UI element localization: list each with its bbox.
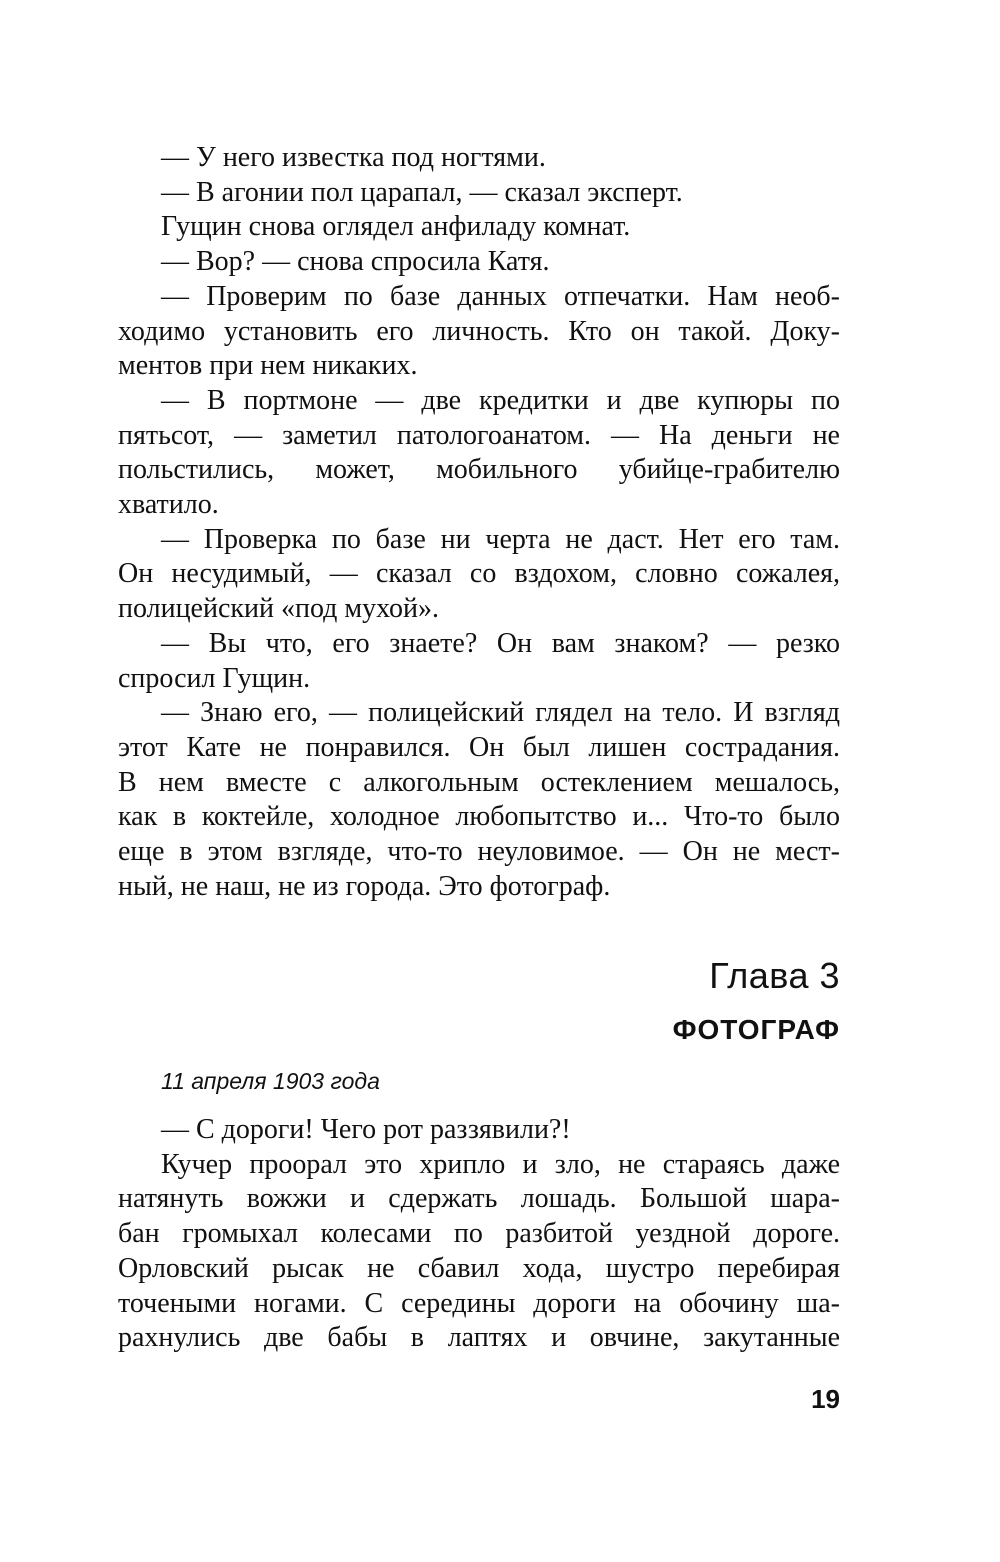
text-line: как в коктейле, холодное любопытство и... Что-то было — [118, 801, 840, 833]
text-line: ный, не наш, не из города. Это фотограф. — [118, 870, 611, 902]
text-line: — Проверка по базе ни черта не даст. Нет его там. — [161, 523, 840, 555]
chapter-title: ФОТОГРАФ — [672, 1014, 840, 1045]
text-line: — В агонии пол царапал, — сказал эксперт. — [161, 176, 683, 208]
text-line: — У него известка под ногтями. — [161, 142, 546, 173]
text-line: В нем вместе с алкогольным остеклением мешалось, — [118, 766, 840, 798]
text-line: ходимо установить его личность. Кто он такой. Доку- — [118, 315, 840, 347]
text-line: — Вы что, его знаете? Он вам знаком? — резко — [161, 627, 840, 659]
text-line: Он несудимый, — сказал со вздохом, словно сожалея, — [118, 558, 840, 590]
text-line: — С дороги! Чего рот раззявили?! — [161, 1114, 571, 1145]
text-line: ментов при нем никаких. — [118, 350, 418, 382]
text-line: этот Кате не понравился. Он был лишен сострадания. — [118, 731, 840, 763]
text-line: — В портмоне — две кредитки и две купюры по — [161, 384, 840, 416]
text-line: бан громыхал колесами по разбитой уездной дороге. — [118, 1218, 840, 1250]
upper-text-block — [118, 141, 840, 904]
text-line: — Знаю его, — полицейский глядел на тело. И взгляд — [161, 697, 840, 729]
text-line: Гущин снова оглядел анфиладу комнат. — [161, 211, 631, 243]
text-line: рахнулись две бабы в лаптях и овчине, закутанные — [118, 1322, 840, 1354]
text-line: — Проверим по базе данных отпечатки. Нам необ- — [161, 280, 840, 312]
text-line: точеными ногами. С середины дороги на обочину ша- — [118, 1287, 840, 1319]
text-line: — Вор? — снова спросила Катя. — [161, 246, 550, 278]
text-line: пятьсот, — заметил патологоанатом. — На деньги не — [118, 419, 840, 451]
chapter-dateline: 11 апреля 1903 года — [161, 1068, 380, 1094]
lower-text-block — [118, 1113, 840, 1356]
text-line: Кучер проорал это хрипло и зло, не стараясь даже — [161, 1148, 840, 1180]
chapter-number: Глава 3 — [709, 955, 840, 996]
text-line: натянуть вожжи и сдержать лошадь. Большой шара- — [118, 1183, 840, 1215]
page-number: 19 — [811, 1384, 840, 1414]
text-line: польстились, может, мобильного убийце-грабителю — [118, 454, 840, 486]
text-line: спросил Гущин. — [118, 662, 311, 694]
text-line: хватило. — [118, 489, 219, 521]
text-line: Орловский рысак не сбавил хода, шустро перебирая — [118, 1252, 840, 1284]
text-line: еще в этом взгляде, что-то неуловимое. — Он не мест- — [118, 836, 840, 868]
text-line: полицейский «под мухой». — [118, 593, 440, 625]
